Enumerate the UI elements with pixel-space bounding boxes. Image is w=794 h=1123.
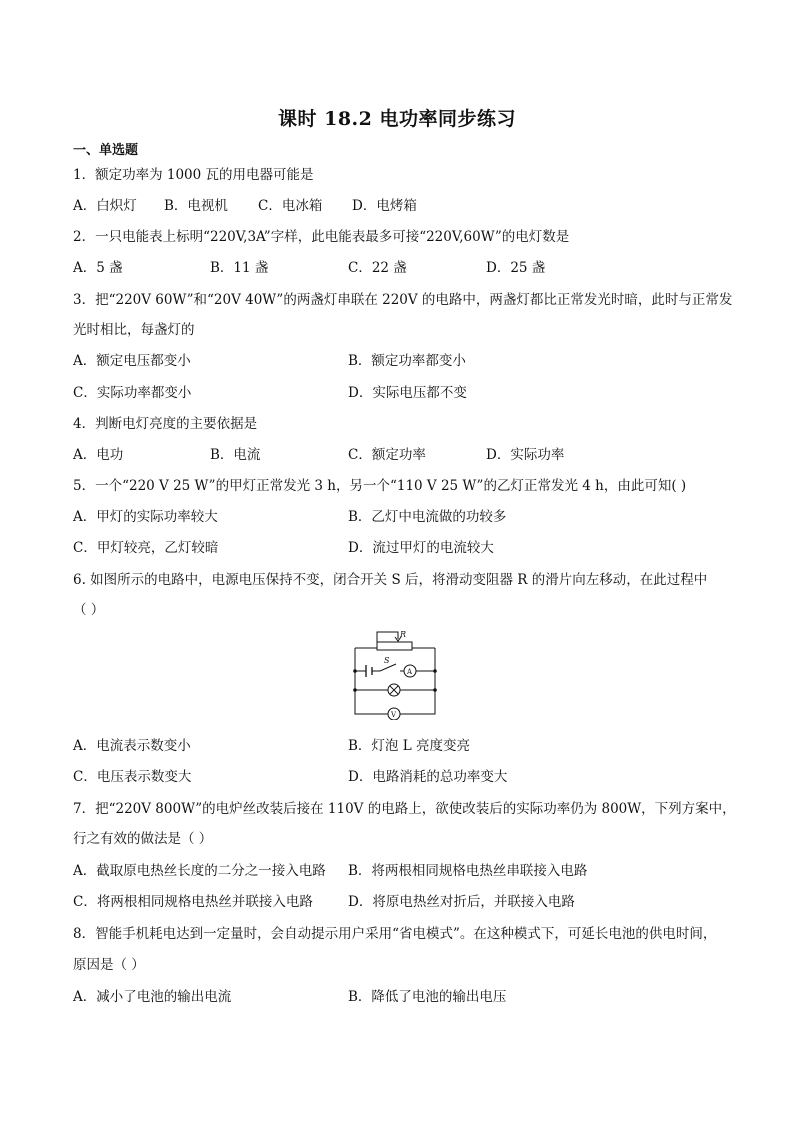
circuit-wire-middle — [355, 664, 435, 671]
q5-option-c: C．甲灯较亮，乙灯较暗 — [73, 540, 219, 556]
switch-label: S — [384, 656, 390, 665]
question-1-stem: 1．额定功率为 1000 瓦的用电器可能是 — [73, 167, 314, 183]
q3-option-c: C．实际功率都变小 — [73, 385, 192, 401]
question-8-stem-line1: 8．智能手机耗电达到一定量时，会自动提示用户采用“省电模式”。在这种模式下，可延长电池的供电时间， — [73, 926, 717, 942]
q7-option-b: B．将两根相同规格电热丝串联接入电路 — [348, 863, 588, 879]
q3-option-b: B．额定功率都变小 — [348, 353, 466, 369]
q7-option-a: A．截取原电热丝长度的二分之一接入电路 — [73, 863, 326, 879]
q7-option-d: D．将原电热丝对折后，并联接入电路 — [348, 894, 575, 910]
q5-option-b: B．乙灯中电流做的功较多 — [348, 509, 507, 525]
q4-option-c: C．额定功率 — [348, 447, 426, 463]
q1-option-b: B．电视机 — [164, 198, 228, 214]
question-7-stem-line1: 7．把“220V 800W”的电炉丝改装后接在 110V 的电路上，欲使改装后的实际功率仍为 800W，下列方案中， — [73, 801, 736, 817]
question-7-stem-line2: 行之有效的做法是（ ） — [73, 831, 213, 847]
junction-dot — [434, 670, 437, 673]
q1-option-c: C．电冰箱 — [258, 198, 323, 214]
lamp-cross — [390, 686, 398, 694]
junction-dot — [434, 689, 437, 692]
rheostat-label: R — [400, 630, 407, 639]
question-8-stem-line2: 原因是（ ） — [73, 957, 145, 973]
q4-option-b: B．电流 — [210, 447, 261, 463]
q4-option-a: A．电功 — [73, 447, 124, 463]
q6-option-a: A．电流表示数变小 — [73, 738, 191, 754]
page-title: 课时 18.2 电功率同步练习 — [277, 108, 516, 130]
q5-option-a: A．甲灯的实际功率较大 — [73, 509, 218, 525]
q7-option-c: C．将两根相同规格电热丝并联接入电路 — [73, 894, 313, 910]
question-3-stem-line1: 3．把“220V 60W”和“20V 40W”的两盏灯串联在 220V 的电路中，两盏灯都比正常发光时暗，此时与正常发 — [73, 292, 733, 308]
ammeter-label: A — [407, 668, 413, 676]
q6-option-d: D．电路消耗的总功率变大 — [348, 769, 508, 785]
circuit-diagram — [352, 628, 438, 720]
question-3-stem-line2: 光时相比，每盏灯的 — [73, 322, 195, 338]
q8-option-b: B．降低了电池的输出电压 — [348, 989, 507, 1005]
battery-symbol — [366, 665, 372, 677]
q2-option-b: B．11 盏 — [210, 260, 269, 276]
q6-option-c: C．电压表示数变大 — [73, 769, 192, 785]
question-2-stem: 2．一只电能表上标明“220V,3A”字样，此电能表最多可接“220V,60W”的电灯数是 — [73, 229, 570, 245]
q1-option-d: D．电烤箱 — [352, 198, 417, 214]
q2-option-c: C．22 盏 — [348, 260, 407, 276]
rheostat-slider-wire — [377, 632, 398, 646]
q1-option-a: A．白炽灯 — [73, 198, 137, 214]
q2-option-d: D．25 盏 — [486, 260, 546, 276]
question-5-stem: 5．一个“220 V 25 W”的甲灯正常发光 3 h，另一个“110 V 25 W”的乙灯正常发光 4 h，由此可知( ) — [73, 478, 687, 494]
junction-dot — [354, 670, 357, 673]
section-heading: 一、单选题 — [73, 143, 139, 158]
question-6-stem-line1: 6. 如图所示的电路中，电源电压保持不变，闭合开关 S 后，将滑动变阻器 R 的滑片向左移动，在此过程中 — [73, 572, 708, 588]
junction-dot — [354, 689, 357, 692]
question-6-stem-line2: （ ） — [73, 602, 105, 618]
q6-option-b: B．灯泡 L 亮度变亮 — [348, 738, 470, 754]
q4-option-d: D．实际功率 — [486, 447, 565, 463]
q3-option-a: A．额定电压都变小 — [73, 353, 191, 369]
q3-option-d: D．实际电压都不变 — [348, 385, 467, 401]
q2-option-a: A．5 盏 — [73, 260, 123, 276]
voltmeter-label: V — [391, 711, 397, 719]
rheostat-symbol — [377, 642, 412, 650]
circuit-wire-frame — [355, 648, 435, 714]
question-4-stem: 4．判断电灯亮度的主要依据是 — [73, 416, 258, 432]
q8-option-a: A．减小了电池的输出电流 — [73, 989, 232, 1005]
q5-option-d: D．流过甲灯的电流较大 — [348, 540, 494, 556]
